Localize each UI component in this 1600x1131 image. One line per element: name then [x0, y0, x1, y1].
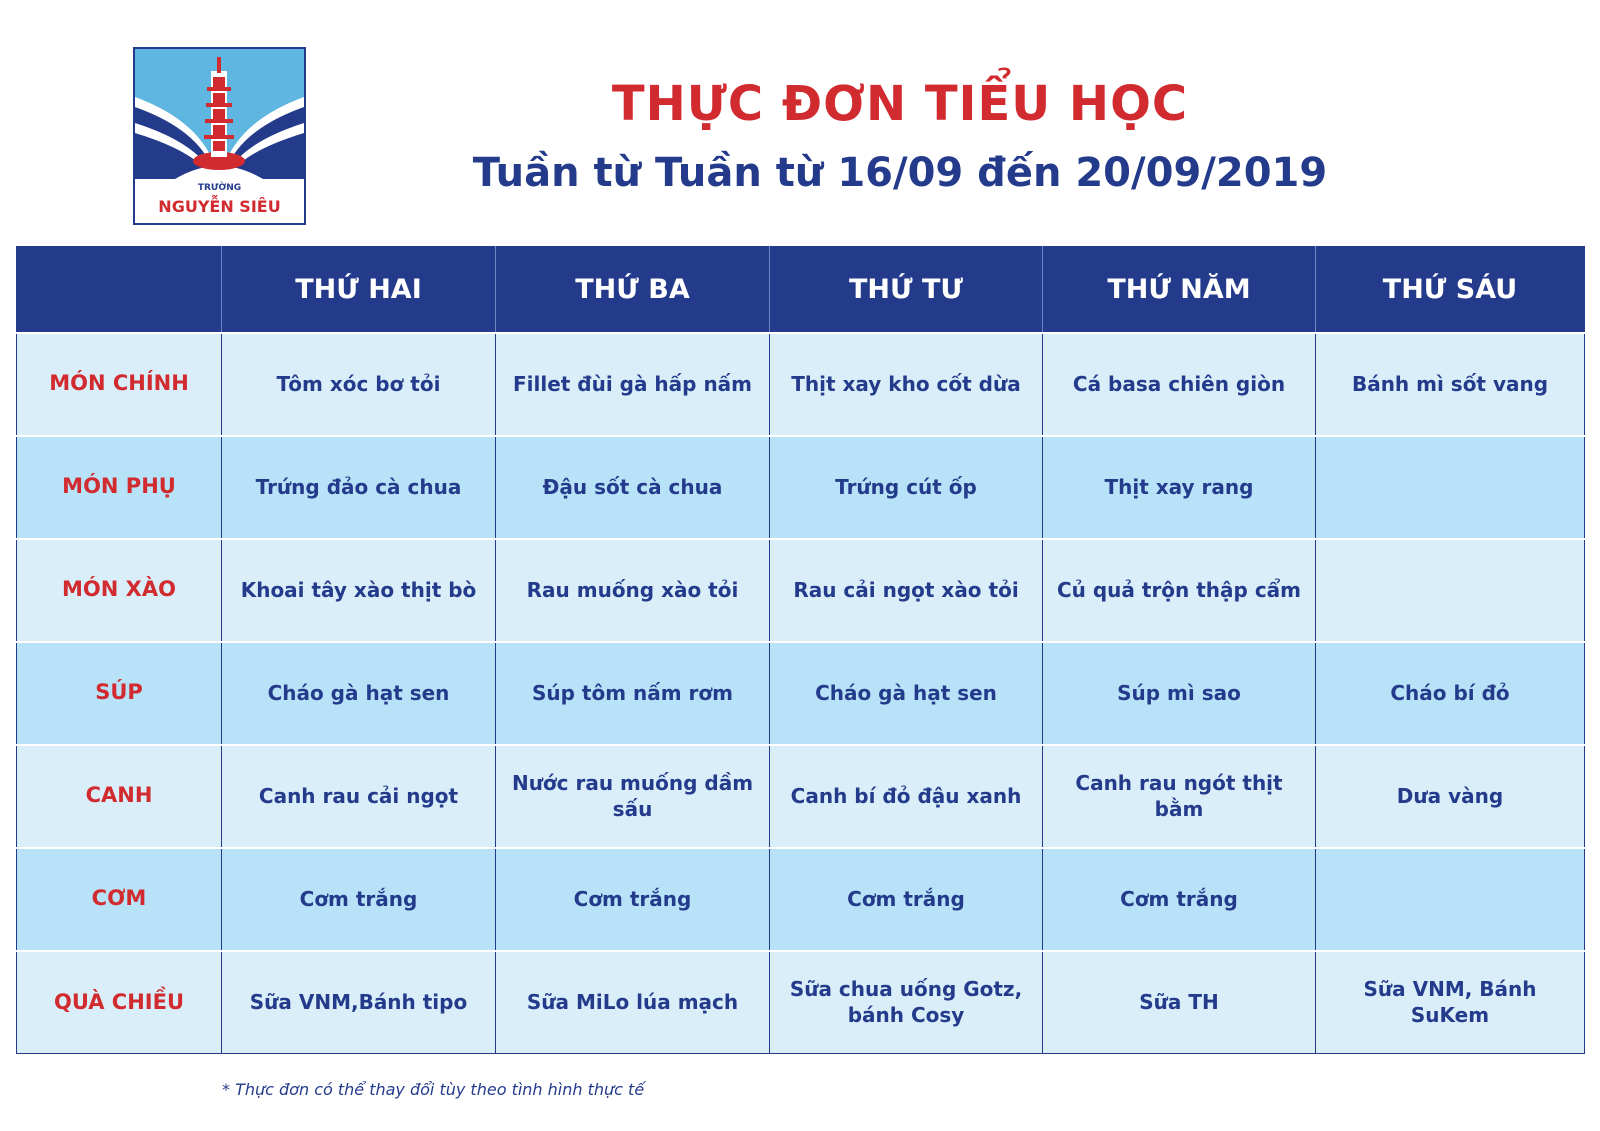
column-header-tuesday: THỨ BA [496, 247, 770, 333]
table-cell: Tôm xóc bơ tỏi [222, 333, 496, 436]
table-row [17, 333, 1585, 436]
row-label: CƠM [17, 848, 222, 951]
menu-table [16, 246, 1585, 1054]
table-cell [1316, 539, 1585, 642]
row-label: SÚP [17, 642, 222, 745]
row-label: CANH [17, 745, 222, 848]
table-cell: Cháo bí đỏ [1316, 642, 1585, 745]
column-header-monday: THỨ HAI [222, 247, 496, 333]
table-cell: Nước rau muống dầm sấu [496, 745, 770, 848]
table-cell: Cơm trắng [770, 848, 1043, 951]
school-logo [133, 47, 306, 225]
table-cell: Đậu sốt cà chua [496, 436, 770, 539]
table-cell: Cơm trắng [222, 848, 496, 951]
table-row [17, 436, 1585, 539]
table-cell: Cơm trắng [1043, 848, 1316, 951]
table-cell: Sữa VNM,Bánh tipo [222, 951, 496, 1054]
table-cell: Sữa MiLo lúa mạch [496, 951, 770, 1054]
table-cell: Súp tôm nấm rơm [496, 642, 770, 745]
logo-school-label: TRƯỜNG [197, 183, 242, 193]
column-header-wednesday: THỨ TƯ [770, 247, 1043, 333]
table-cell [1316, 436, 1585, 539]
table-cell: Cơm trắng [496, 848, 770, 951]
column-header-thursday: THỨ NĂM [1043, 247, 1316, 333]
table-cell [1316, 848, 1585, 951]
page-title: THỰC ĐƠN TIỂU HỌC [611, 76, 1189, 132]
table-cell: Rau cải ngọt xào tỏi [770, 539, 1043, 642]
table-cell: Canh rau cải ngọt [222, 745, 496, 848]
logo-school-name: NGUYỄN SIÊU [158, 197, 281, 216]
table-row [17, 848, 1585, 951]
table-cell: Cháo gà hạt sen [770, 642, 1043, 745]
table-cell: Trứng đảo cà chua [222, 436, 496, 539]
table-cell: Khoai tây xào thịt bò [222, 539, 496, 642]
table-header-row [17, 247, 1585, 333]
table-cell: Cháo gà hạt sen [222, 642, 496, 745]
column-header-empty [17, 247, 222, 333]
footnote: * Thực đơn có thể thay đổi tùy theo tình hình thực tế [222, 1080, 645, 1099]
table-row [17, 951, 1585, 1054]
table-cell: Củ quả trộn thập cẩm [1043, 539, 1316, 642]
table-cell: Bánh mì sốt vang [1316, 333, 1585, 436]
table-cell: Dưa vàng [1316, 745, 1585, 848]
row-label: QUÀ CHIỀU [17, 951, 222, 1054]
table-row [17, 539, 1585, 642]
column-header-friday: THỨ SÁU [1316, 247, 1585, 333]
table-row [17, 642, 1585, 745]
row-label: MÓN CHÍNH [17, 333, 222, 436]
table-cell: Canh bí đỏ đậu xanh [770, 745, 1043, 848]
table-cell: Fillet đùi gà hấp nấm [496, 333, 770, 436]
table-cell: Sữa chua uống Gotz, bánh Cosy [770, 951, 1043, 1054]
table-row [17, 745, 1585, 848]
row-label: MÓN XÀO [17, 539, 222, 642]
page-subtitle: Tuần từ Tuần từ 16/09 đến 20/09/2019 [472, 150, 1328, 196]
row-label: MÓN PHỤ [17, 436, 222, 539]
table-cell: Trứng cút ốp [770, 436, 1043, 539]
table-cell: Canh rau ngót thịt bằm [1043, 745, 1316, 848]
table-cell: Thịt xay kho cốt dừa [770, 333, 1043, 436]
table-cell: Súp mì sao [1043, 642, 1316, 745]
table-cell: Sữa TH [1043, 951, 1316, 1054]
table-cell: Sữa VNM, Bánh SuKem [1316, 951, 1585, 1054]
table-cell: Rau muống xào tỏi [496, 539, 770, 642]
table-cell: Cá basa chiên giòn [1043, 333, 1316, 436]
table-cell: Thịt xay rang [1043, 436, 1316, 539]
